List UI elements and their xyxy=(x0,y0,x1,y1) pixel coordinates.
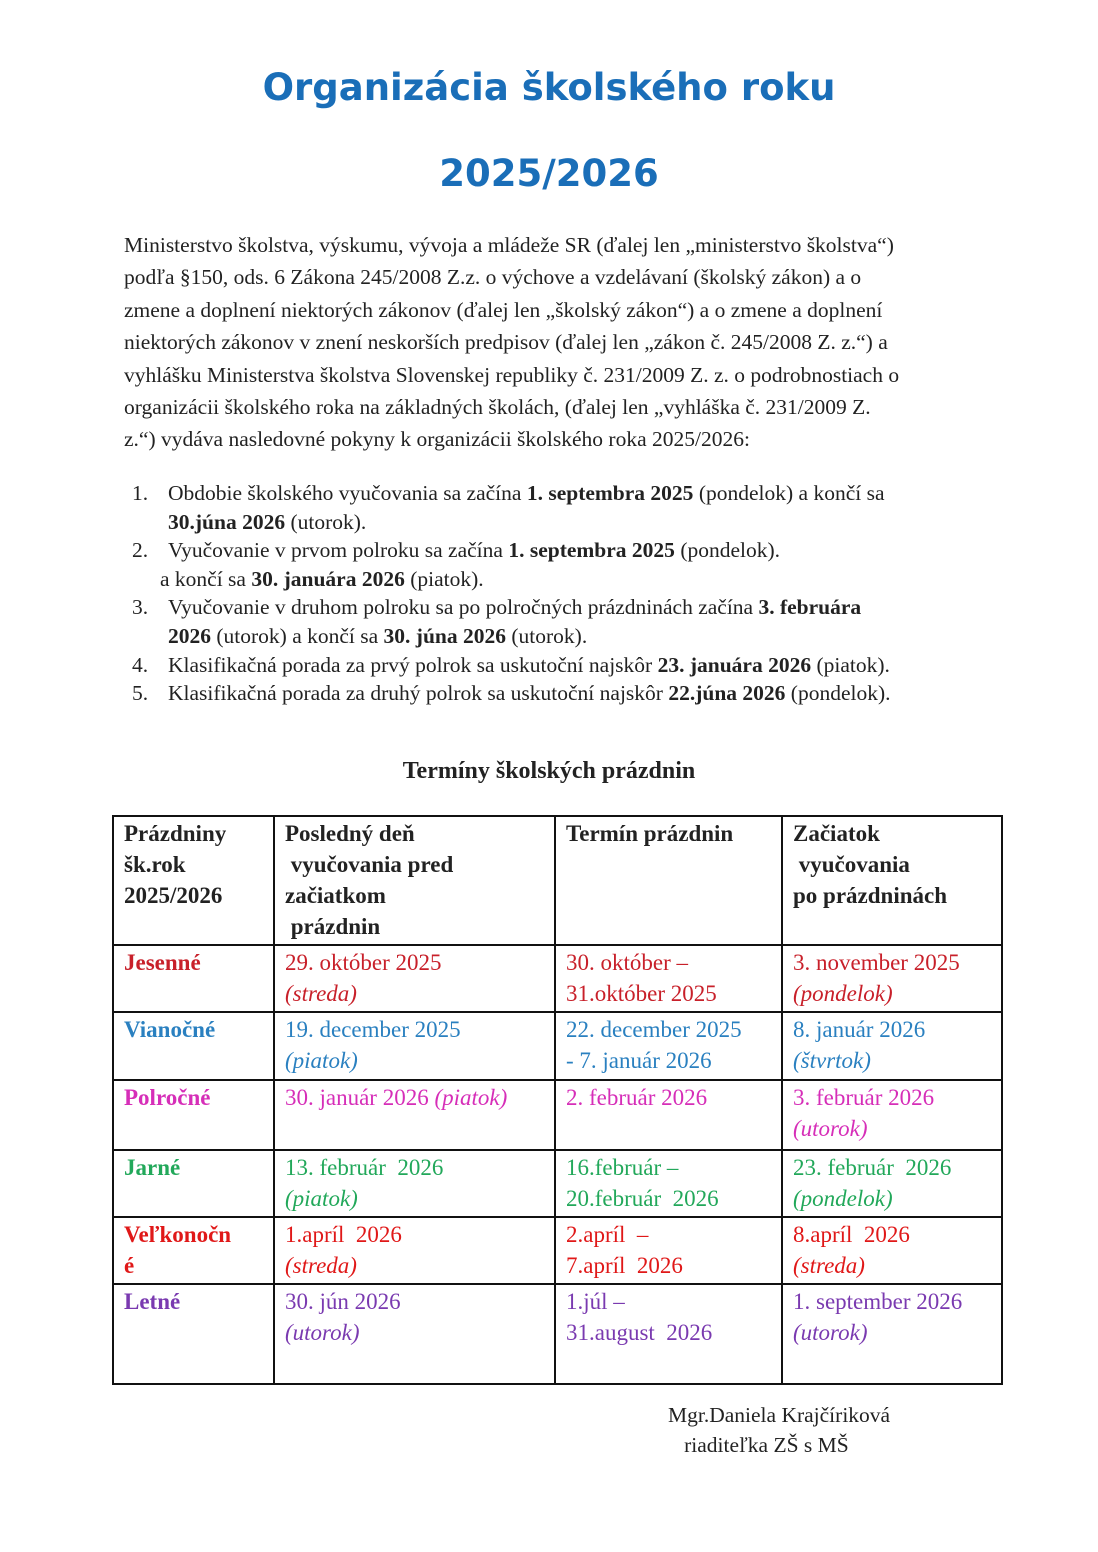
cell-date: - 7. január 2026 xyxy=(566,1048,712,1073)
cell-weekday: (piatok) xyxy=(434,1085,508,1110)
header-text: šk.rok xyxy=(124,852,186,877)
start-cell xyxy=(782,1217,1002,1284)
cell-date: 31.október 2025 xyxy=(566,981,717,1006)
term-cell xyxy=(555,1150,782,1217)
list-text: a končí sa xyxy=(160,566,252,591)
signature-role: riaditeľka ZŠ s MŠ xyxy=(668,1433,849,1457)
intro-line: zmene a doplnení niektorých zákonov (ďalej len „školský zákon“) a o zmene a doplnení xyxy=(124,297,883,322)
cell-date: 2.apríl – xyxy=(566,1222,649,1247)
list-date: 1. septembra 2025 xyxy=(526,481,694,505)
list-date: 1. septembra 2025 xyxy=(508,538,675,563)
cell-weekday: (utorok) xyxy=(793,1320,868,1345)
cell-date: 16.február – xyxy=(566,1155,679,1180)
term-cell xyxy=(555,1080,782,1150)
term-cell xyxy=(555,1012,782,1080)
header-cell xyxy=(274,816,555,945)
list-item xyxy=(124,651,1024,680)
holiday-name-cell xyxy=(113,1150,274,1217)
list-item xyxy=(124,536,1024,565)
table-row xyxy=(113,1012,1002,1080)
cell-date: 30. január 2026 xyxy=(285,1085,435,1110)
cell-weekday: (piatok) xyxy=(285,1186,358,1211)
header-text: 2025/2026 xyxy=(124,883,223,908)
holiday-name-cell xyxy=(113,1284,274,1384)
cell-weekday: (streda) xyxy=(793,1253,865,1278)
table-row xyxy=(113,945,1002,1012)
cell-date: 23. február 2026 xyxy=(793,1155,952,1180)
cell-date: 13. február 2026 xyxy=(285,1155,444,1180)
cell-date: 30. október – xyxy=(566,950,689,975)
cell-date: 20.február 2026 xyxy=(566,1186,719,1211)
list-date: 30.júna 2026 xyxy=(168,509,286,534)
holiday-name-cell xyxy=(113,1012,274,1080)
list-text: (pondelok) a končí sa xyxy=(693,481,885,505)
cell-date: 3. november 2025 xyxy=(793,950,960,975)
holiday-name: Vianočné xyxy=(124,1017,216,1042)
table-row xyxy=(113,1217,1002,1284)
cell-date: 1. september 2026 xyxy=(793,1289,963,1314)
header-text: vyučovania pred xyxy=(285,852,454,877)
cell-date: 1.júl – xyxy=(566,1289,625,1314)
last-day-cell xyxy=(274,1284,555,1384)
list-text: (utorok). xyxy=(506,623,588,648)
table-row xyxy=(113,1284,1002,1384)
last-day-cell xyxy=(274,1080,555,1150)
header-cell xyxy=(782,816,1002,945)
list-text: Klasifikačná porada za prvý polrok sa uskutoční najskôr xyxy=(168,652,658,677)
list-item xyxy=(124,479,1024,536)
table-header-row xyxy=(113,816,1002,945)
cell-weekday: (piatok) xyxy=(285,1048,358,1073)
list-text: Obdobie školského vyučovania sa začína xyxy=(168,481,527,505)
list-text: Vyučovanie v prvom polroku sa začína xyxy=(168,538,509,563)
header-text: prázdnin xyxy=(285,914,381,939)
cell-date: 30. jún 2026 xyxy=(285,1289,401,1314)
cell-weekday: (pondelok) xyxy=(793,1186,893,1211)
header-text: Termín prázdnin xyxy=(566,821,734,846)
list-item xyxy=(124,679,1024,708)
intro-line: vyhlášku Ministerstva školstva Slovenskej republiky č. 231/2009 Z. z. o podrobnostiach o xyxy=(124,362,900,387)
last-day-cell xyxy=(274,945,555,1012)
term-cell xyxy=(555,945,782,1012)
ordered-list xyxy=(124,479,1024,708)
intro-line: organizácii školského roka na základných školách, (ďalej len „vyhláška č. 231/2009 Z. xyxy=(124,395,871,420)
cell-weekday: (pondelok) xyxy=(793,981,893,1006)
start-cell xyxy=(782,1080,1002,1150)
list-text: Vyučovanie v druhom polroku sa po polročných prázdninách začína xyxy=(168,595,759,620)
start-cell xyxy=(782,1012,1002,1080)
holiday-name-cell xyxy=(113,1080,274,1150)
cell-date: 7.apríl 2026 xyxy=(566,1253,683,1278)
header-text: po prázdninách xyxy=(793,883,948,908)
cell-date: 8. január 2026 xyxy=(793,1017,926,1042)
last-day-cell xyxy=(274,1150,555,1217)
list-text: (utorok) a končí sa xyxy=(211,623,384,648)
title-line-1: Organizácia školského roku xyxy=(262,66,836,109)
list-text: (utorok). xyxy=(285,509,367,534)
header-text: vyučovania xyxy=(793,852,910,877)
term-cell xyxy=(555,1284,782,1384)
list-number: 3. xyxy=(132,595,149,620)
list-date: 2026 xyxy=(168,623,211,648)
list-text: (piatok). xyxy=(811,652,890,677)
table-row xyxy=(113,1150,1002,1217)
cell-date: 22. december 2025 xyxy=(566,1017,742,1042)
list-date: 30. júna 2026 xyxy=(383,623,506,648)
last-day-cell xyxy=(274,1217,555,1284)
signature xyxy=(668,1400,890,1460)
cell-weekday: (utorok) xyxy=(285,1320,360,1345)
header-text: začiatkom xyxy=(285,883,386,908)
start-cell xyxy=(782,945,1002,1012)
header-text: Prázdniny xyxy=(124,821,227,846)
cell-date: 1.apríl 2026 xyxy=(285,1222,402,1247)
list-date: 22.júna 2026 xyxy=(668,681,786,706)
cell-weekday: (streda) xyxy=(285,1253,357,1278)
list-text: Klasifikačná porada za druhý polrok sa uskutoční najskôr xyxy=(168,681,669,706)
cell-date: 29. október 2025 xyxy=(285,950,442,975)
cell-date: 2. február 2026 xyxy=(566,1085,708,1110)
table-title: Termíny školských prázdnin xyxy=(402,758,696,784)
signature-name: Mgr.Daniela Krajčíriková xyxy=(668,1403,891,1427)
cell-date: 19. december 2025 xyxy=(285,1017,461,1042)
list-number: 2. xyxy=(132,538,149,563)
list-date: 3. februára xyxy=(758,595,862,620)
header-cell xyxy=(555,816,782,945)
list-number: 4. xyxy=(132,652,149,677)
holiday-name-cell xyxy=(113,1217,274,1284)
last-day-cell xyxy=(274,1012,555,1080)
holiday-name: Jesenné xyxy=(124,950,201,975)
cell-date: 8.apríl 2026 xyxy=(793,1222,910,1247)
list-continuation xyxy=(124,565,1024,594)
header-cell xyxy=(113,816,274,945)
cell-weekday: (utorok) xyxy=(793,1116,868,1141)
intro-paragraph xyxy=(124,229,1024,456)
start-cell xyxy=(782,1150,1002,1217)
holidays-table xyxy=(112,815,1003,1385)
header-text: Posledný deň xyxy=(285,821,415,846)
list-text: (piatok). xyxy=(404,566,484,591)
intro-line: podľa §150, ods. 6 Zákona 245/2008 Z.z. o výchove a vzdelávaní (školský zákon) a o xyxy=(124,265,862,290)
list-text: (pondelok). xyxy=(785,681,891,706)
table-row xyxy=(113,1080,1002,1150)
holiday-name: é xyxy=(124,1253,135,1278)
cell-weekday: (streda) xyxy=(285,981,357,1006)
list-text: (pondelok). xyxy=(674,538,781,563)
start-cell xyxy=(782,1284,1002,1384)
holiday-name: Letné xyxy=(124,1289,181,1314)
header-text: Začiatok xyxy=(793,821,880,846)
cell-date: 3. február 2026 xyxy=(793,1085,935,1110)
list-number: 5. xyxy=(132,681,149,706)
intro-line: niektorých zákonov v znení neskorších predpisov (ďalej len „zákon č. 245/2008 Z. z.“) a xyxy=(124,330,888,355)
cell-date: 31.august 2026 xyxy=(566,1320,713,1345)
intro-line: Ministerstvo školstva, výskumu, vývoja a mládeže SR (ďalej len „ministerstvo školstva“) xyxy=(124,233,894,257)
cell-weekday: (štvrtok) xyxy=(793,1048,871,1073)
list-item xyxy=(124,593,1024,650)
title-line-2: 2025/2026 xyxy=(439,152,659,195)
list-date: 30. januára 2026 xyxy=(251,566,405,591)
list-number: 1. xyxy=(132,481,149,505)
holiday-name-cell xyxy=(113,945,274,1012)
holiday-name: Polročné xyxy=(124,1085,211,1110)
term-cell xyxy=(555,1217,782,1284)
holiday-name: Veľkonočn xyxy=(124,1222,232,1247)
intro-line: z.“) vydáva nasledovné pokyny k organizácii školského roka 2025/2026: xyxy=(124,427,750,452)
list-date: 23. januára 2026 xyxy=(657,652,812,677)
holiday-name: Jarné xyxy=(124,1155,181,1180)
